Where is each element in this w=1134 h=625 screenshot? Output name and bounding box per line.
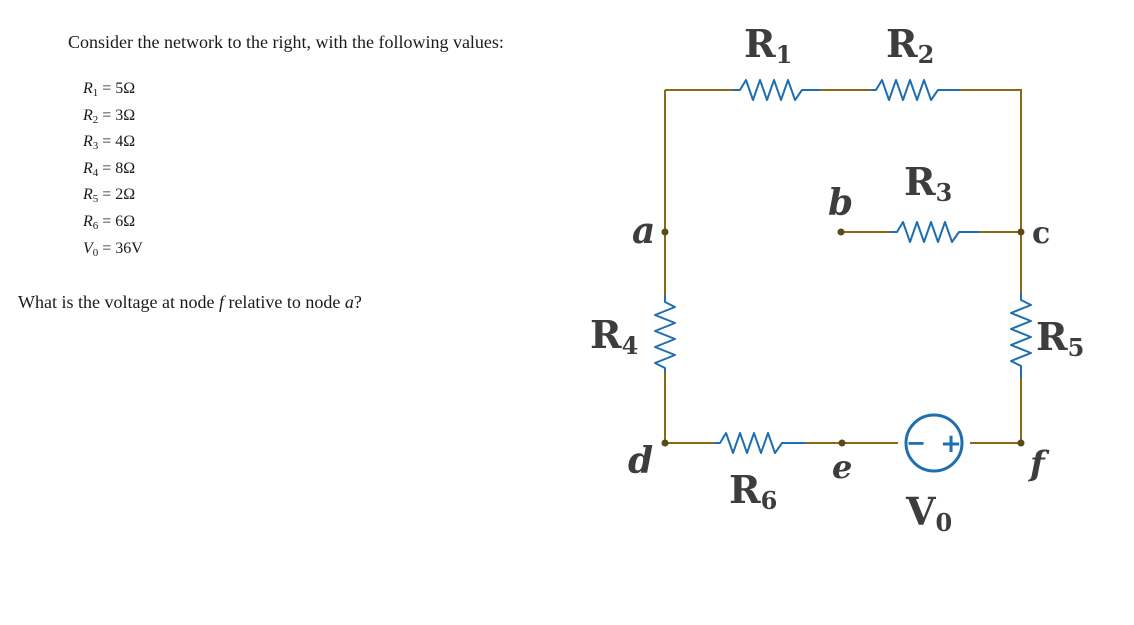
wire-top-right — [960, 90, 1021, 293]
resistor-r2 — [871, 80, 960, 100]
node-dot-a — [662, 229, 669, 236]
value-r1: R1 = 5Ω — [83, 80, 136, 99]
resistor-r6 — [715, 433, 805, 453]
node-dot-e — [839, 440, 846, 447]
node-dot-c — [1018, 229, 1025, 236]
resistor-r4 — [655, 295, 675, 372]
node-label-b: b — [828, 182, 854, 224]
label-r5: R5 — [1036, 314, 1085, 362]
resistor-r3 — [890, 222, 980, 242]
value-r3: R3 = 4Ω — [83, 133, 136, 153]
resistor-r1 — [733, 80, 820, 100]
problem-intro: Consider the network to the right, with the following values: — [68, 32, 504, 52]
label-r1: R1 — [744, 21, 793, 69]
node-label-e: e — [832, 448, 853, 486]
source-minus-sign: − — [905, 429, 927, 457]
label-r3: R3 — [904, 159, 953, 207]
voltage-source-v0 — [906, 415, 962, 471]
value-r4: R4 = 8Ω — [83, 159, 136, 179]
node-dot-f — [1018, 440, 1025, 447]
label-r2: R2 — [886, 21, 935, 69]
wires — [665, 90, 1021, 443]
resistors — [655, 80, 1031, 453]
value-r2: R2 = 3Ω — [83, 106, 136, 126]
node-label-f: f — [1030, 444, 1045, 484]
node-dot-b — [838, 229, 845, 236]
node-dots — [662, 229, 1025, 447]
value-r5: R5 = 2Ω — [83, 186, 136, 206]
node-dot-d — [662, 440, 669, 447]
resistor-r5 — [1011, 293, 1031, 378]
node-label-d: d — [628, 440, 654, 482]
node-label-c: c — [1032, 216, 1051, 251]
wire-left-lower — [665, 372, 715, 443]
label-r4: R4 — [590, 312, 639, 360]
wire-bottom-right — [970, 378, 1021, 443]
label-v0: V0 — [906, 489, 953, 537]
label-r6: R6 — [729, 467, 778, 515]
question-text: What is the voltage at node f relative to node a? — [18, 292, 362, 312]
node-label-a: a — [632, 210, 656, 252]
source-plus-sign: + — [940, 429, 962, 459]
value-v0: V0 = 36V — [83, 239, 143, 259]
value-r6: R6 = 6Ω — [83, 212, 136, 232]
